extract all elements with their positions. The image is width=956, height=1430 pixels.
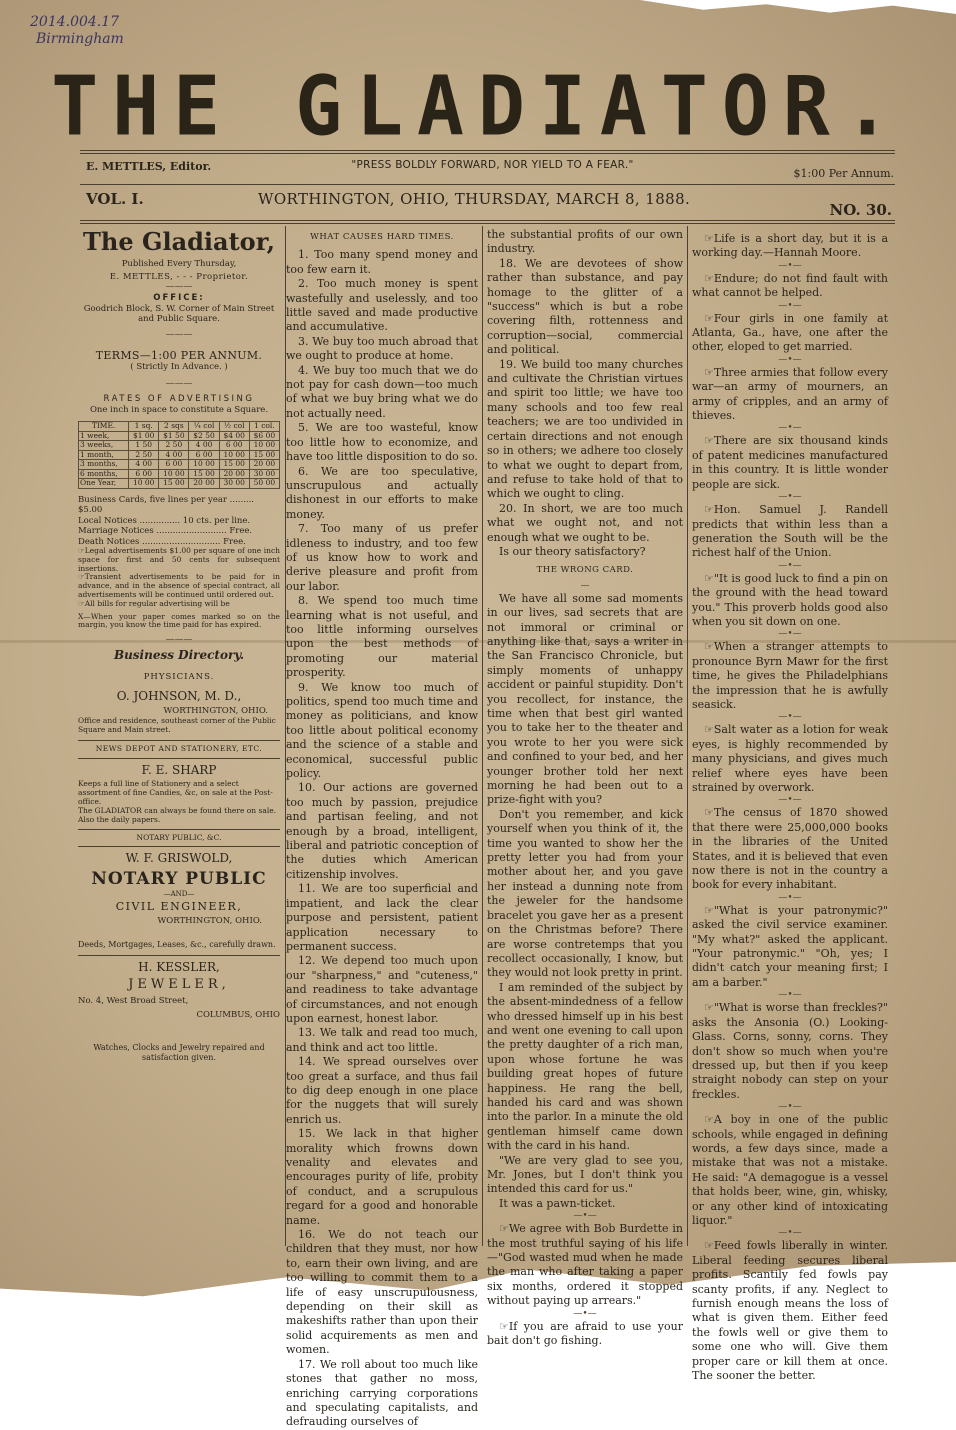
separator: —•— bbox=[778, 560, 802, 571]
table-header-cell: ½ col bbox=[219, 422, 249, 432]
article-paragraph: 20. In short, we are too much what we ought not, and not enough what we ought to be. bbox=[487, 501, 683, 544]
volume: VOL. I. bbox=[86, 190, 144, 208]
accession-number: 2014.004.17 bbox=[30, 14, 120, 30]
article-paragraph: 14. We spread ourselves over too great a surface, and thus fail to dig deep enough in one place for the nuggets that will surely enrich us. bbox=[286, 1055, 478, 1126]
rates-table-header bbox=[79, 422, 280, 432]
separator: ——— bbox=[165, 379, 193, 389]
table-cell: 1 month, bbox=[79, 450, 129, 460]
table-cell: 2 50 bbox=[129, 450, 159, 460]
table-cell: 6 00 bbox=[219, 441, 249, 451]
watches-line: Watches, Clocks and Jewelry repaired and satisfaction given. bbox=[93, 1042, 265, 1062]
separator: —•— bbox=[778, 629, 802, 640]
table-cell: 10 00 bbox=[189, 460, 219, 470]
business-directory-heading: Business Directory. bbox=[113, 648, 245, 663]
brevity-item: ☞When a stranger attempts to pronounce Byrn Mawr for the first time, he gives the Philadelphians the impression that he is awfully seasick. bbox=[692, 640, 888, 711]
table-row bbox=[79, 460, 280, 470]
article-paragraph: Is our theory satisfactory? bbox=[499, 544, 646, 558]
article-paragraph: 8. We spend too much time learning what is not useful, and too little informing ourselves upon the best methods of promoting our material prosperity. bbox=[286, 594, 478, 680]
separator: —•— bbox=[778, 423, 802, 434]
table-cell: 4 00 bbox=[129, 460, 159, 470]
brevity-item: ☞The census of 1870 showed that there were 25,000,000 books in the libraries of the United States, and it is believed that even now there is not in the country a book for every inhabitant. bbox=[692, 806, 888, 892]
table-cell: 20 00 bbox=[189, 479, 219, 489]
wrong-card-heading: THE WRONG CARD. bbox=[536, 565, 634, 576]
brevity-item: ☞"What is your patronymic?" asked the civil service examiner. "My what?" asked the applicant. "Your patronymic." "Oh, yes; I didn't catch your meaning first; I am a barber." bbox=[692, 903, 888, 989]
table-header-cell: TIME. bbox=[79, 422, 129, 432]
rate-line: Business Cards, five lines per year ......... $5.00 bbox=[78, 494, 255, 515]
brevity-item: ☞Salt water as a lotion for weak eyes, is highly recommended by many physicians, and gives much relief where eyes have been strained by overwork. bbox=[692, 723, 888, 794]
rate-line: Local Notices ............... 10 cts. per line. bbox=[78, 515, 251, 526]
brevity-item: ☞Three armies that follow every war—an army of mourners, an army of cripples, and an army of thieves. bbox=[692, 365, 888, 423]
column-3 bbox=[487, 228, 683, 1348]
article-paragraph: 2. Too much money is spent wastefully and uselessly, and too little saved and made productive and accumulative. bbox=[286, 277, 478, 334]
table-cell: 10 00 bbox=[129, 479, 159, 489]
hard-times-heading: WHAT CAUSES HARD TIMES. bbox=[310, 232, 454, 242]
article-paragraph: 11. We are too superficial and impatient, and lack the clear purpose and persistent, patient application necessary to permanent success. bbox=[286, 882, 478, 953]
divider bbox=[78, 758, 280, 759]
table-cell: 2 50 bbox=[159, 441, 189, 451]
table-cell: 4 00 bbox=[159, 450, 189, 460]
griswold-name: W. F. GRISWOLD, bbox=[125, 851, 233, 866]
separator: ——— bbox=[165, 329, 193, 340]
article-paragraph: 15. We lack in that higher morality which frowns down venality and elevates and encourages purity of life, probity of conduct, and a scrupulous regard for a good and honorable name. bbox=[286, 1127, 478, 1227]
brevity-item: ☞Four girls in one family at Atlanta, Ga., have, one after the other, eloped to get married. bbox=[692, 311, 888, 354]
brevity-item: ☞There are six thousand kinds of patent medicines manufactured in this country. It is little wonder people are sick. bbox=[692, 434, 888, 491]
separator: ——— bbox=[165, 635, 193, 646]
paper-title: The Gladiator, bbox=[83, 227, 275, 256]
masthead-title: THE GLADIATOR. bbox=[51, 59, 905, 155]
table-cell: One Year, bbox=[79, 479, 129, 489]
motto: "PRESS BOLDLY FORWARD, NOR YIELD TO A FEAR." bbox=[351, 159, 634, 171]
table-cell: 1 50 bbox=[129, 441, 159, 451]
brevity-item: ☞Life is a short day, but it is a working day.—Hannah Moore. bbox=[692, 232, 888, 260]
legal-notice: ☞Legal advertisements $1.00 per square of one inch space for first and 50 cents for subsequent insertions. bbox=[78, 546, 280, 573]
article-paragraph: Don't you remember, and kick yourself when you think of it, the time you wanted to show her the pretty letter you had from your mother about her, and you gave her instead a dunning note from the jeweler for the handsome bracelet you gave her as a present on the Christmas before? There are worse contretemps that you recollect occasionally, I know, but they would not look pretty in print. bbox=[487, 807, 683, 980]
terms-note: ( Strictly In Advance. ) bbox=[130, 361, 228, 372]
article-paragraph: 17. We roll about too much like stones that gather no moss, enriching carrying corporations and speculating capitalists, and defrauding ourselves of bbox=[286, 1357, 478, 1429]
separator: —•— bbox=[778, 300, 802, 311]
column-2 bbox=[286, 228, 478, 1430]
griswold-town: WORTHINGTON, OHIO. bbox=[157, 915, 262, 926]
johnson-town: WORTHINGTON, OHIO. bbox=[163, 705, 268, 716]
separator: —•— bbox=[778, 990, 802, 1001]
separator: ——— bbox=[165, 282, 193, 292]
rates-note: One inch in space to constitute a Square. bbox=[89, 404, 269, 415]
separator: — bbox=[580, 580, 590, 591]
rate-line: Marriage Notices .......................... Free. bbox=[78, 526, 253, 536]
rate-lines bbox=[78, 495, 280, 548]
separator: —•— bbox=[573, 1211, 597, 1222]
article-paragraph: 7. Too many of us prefer idleness to industry, and too few of us know how to work and derive pleasure and profit from our labor. bbox=[286, 522, 478, 593]
sharp-name: F. E. SHARP bbox=[141, 762, 217, 777]
table-cell: 20 00 bbox=[249, 460, 279, 470]
brevity-item: ☞"It is good luck to find a pin on the ground with the head toward you." This proverb holds good also when you sit down on one. bbox=[692, 571, 888, 628]
separator: —•— bbox=[778, 1102, 802, 1113]
article-paragraph: We have all some sad moments in our lives, sad secrets that are not immoral or criminal or anything like that, says a writer in the San Francisco Chronicle, but simply moments of unhappy accident or painful stupidity. Don't you recollect, for instance, the time when that best girl wanted you to take her to the theater and you wrote to her you were sick and confined to your bed, and her younger brother told her next morning he had been out to a prize-fight with you? bbox=[487, 591, 683, 807]
sharp-text: Keeps a full line of Stationery and a select assortment of fine Candies, &c, on sale at the Post-office. bbox=[78, 778, 273, 806]
article-paragraph: I am reminded of the subject by the absent-mindedness of a fellow who dressed himself up in his best and went one evening to call upon the pretty daughter of a rich man, upon whose fortune he was building great hopes of future happiness. He rang the bell, handed his card and was shown into the parlor. In a minute the old gentleman himself came down with the card in his hand. bbox=[487, 980, 683, 1153]
column-1 bbox=[78, 228, 280, 1063]
article-paragraph: "We are very glad to see you, Mr. Jones, but I don't think you intended this card for us." bbox=[487, 1153, 683, 1196]
proprietor-line: E. METTLES, - - - Proprietor. bbox=[109, 271, 249, 282]
article-paragraph: 6. We are too speculative, unscrupulous and actually dishonest in our efforts to make money. bbox=[286, 464, 478, 521]
table-cell: 6 00 bbox=[189, 450, 219, 460]
table-cell: $6 00 bbox=[249, 431, 279, 441]
table-cell: $4 00 bbox=[219, 431, 249, 441]
table-cell: 50 00 bbox=[249, 479, 279, 489]
accession-place: Birmingham bbox=[36, 31, 124, 47]
news-depot-heading: NEWS DEPOT AND STATIONERY, ETC. bbox=[95, 744, 263, 754]
table-cell: 6 00 bbox=[129, 469, 159, 479]
expiry-notice: X—When your paper comes marked so on the margin, you know the time paid for has expired. bbox=[78, 611, 280, 630]
table-cell: $1 50 bbox=[159, 431, 189, 441]
editor-line: E. METTLES, Editor. bbox=[86, 160, 212, 173]
separator: —•— bbox=[778, 260, 802, 271]
notary-heading: NOTARY PUBLIC, &C. bbox=[136, 832, 222, 842]
deeds-line: Deeds, Mortgages, Leases, &c., carefully drawn. bbox=[78, 940, 276, 950]
table-cell: 3 months, bbox=[79, 460, 129, 470]
article-paragraph: 1. Too many spend money and too few earn it. bbox=[286, 248, 478, 276]
johnson-name: O. JOHNSON, M. D., bbox=[116, 688, 242, 703]
article-paragraph: 13. We talk and read too much, and think and act too little. bbox=[286, 1026, 478, 1054]
sharp-text-2: The GLADIATOR can always be found there on sale. Also the daily papers. bbox=[78, 805, 277, 824]
torn-top-right bbox=[640, 0, 956, 14]
jeweler: JEWELER, bbox=[128, 976, 230, 992]
civil-engineer: CIVIL ENGINEER, bbox=[115, 899, 243, 913]
brevity-item: ☞Hon. Samuel J. Randell predicts that within less than a generation the South will be the richest half of the Union. bbox=[692, 503, 888, 560]
brevity-item: ☞A boy in one of the public schools, while engaged in defining words, a few days since, made a mistake that was not a mistake. He said: "A demagogue is a vessel that holds beer, wine, gin, whisky, or any other kind of intoxicating liquor." bbox=[692, 1113, 888, 1227]
fishing-item: ☞If you are afraid to use your bait don't go fishing. bbox=[487, 1319, 683, 1348]
handwritten-accession bbox=[30, 14, 124, 48]
article-paragraph: 12. We depend too much upon our "sharpness," and "cuteness," and readiness to take advantage of circumstances, and not enough upon earnest, honest labor. bbox=[286, 954, 478, 1025]
article-paragraph: It was a pawn-ticket. bbox=[499, 1196, 616, 1210]
notary-public: NOTARY PUBLIC bbox=[91, 869, 267, 890]
table-cell: $1 00 bbox=[129, 431, 159, 441]
table-header-cell: 1 col. bbox=[249, 422, 279, 432]
table-cell: 30 00 bbox=[249, 469, 279, 479]
table-header-cell: 1 sq. bbox=[129, 422, 159, 432]
table-header-cell: ¼ col bbox=[189, 422, 219, 432]
kessler-address: No. 4, West Broad Street, bbox=[78, 995, 189, 1006]
table-cell: 15 00 bbox=[219, 460, 249, 470]
table-cell: $2 50 bbox=[189, 431, 219, 441]
table-cell: 1 week, bbox=[79, 431, 129, 441]
column-rule-3 bbox=[687, 226, 688, 1246]
article-paragraph: the substantial profits of our own industry. bbox=[487, 228, 683, 256]
issue-number: NO. 30. bbox=[829, 201, 892, 219]
article-paragraph: 9. We know too much of politics, spend too much time and money as politicians, and know too little about political economy and the science of a stable and economical, successful public policy. bbox=[286, 680, 478, 781]
article-paragraph: 18. We are devotees of show rather than substance, and pay homage to the glitter of a "success" which is but a robe covering filth, rottenness and corruption—social, commercial and political. bbox=[487, 256, 683, 357]
dateline: WORTHINGTON, OHIO, THURSDAY, MARCH 8, 1888. bbox=[258, 190, 691, 208]
and-line: —AND— bbox=[163, 890, 195, 899]
table-cell: 30 00 bbox=[219, 479, 249, 489]
price-line: $1:00 Per Annum. bbox=[793, 167, 894, 180]
table-header-cell: 2 sqs bbox=[159, 422, 189, 432]
table-cell: 15 00 bbox=[249, 450, 279, 460]
kessler-town: COLUMBUS, OHIO bbox=[196, 1010, 280, 1021]
article-paragraph: 16. We do not teach our children that they must, nor how to, earn their own living, and are too willing to commit them to a life of easy unscrupulousness, depending on their skill as makeshifts rather than upon their solid acquirements as men and women. bbox=[286, 1228, 478, 1357]
separator: —•— bbox=[778, 795, 802, 806]
kessler-name: H. KESSLER, bbox=[138, 959, 220, 974]
table-cell: 20 00 bbox=[219, 469, 249, 479]
bills-notice: ☞All bills for regular advertising will be bbox=[78, 598, 230, 608]
masthead-rule bbox=[80, 150, 895, 154]
divider bbox=[78, 955, 280, 956]
table-row bbox=[79, 479, 280, 489]
article-paragraph: 3. We buy too much abroad that we ought to produce at home. bbox=[286, 334, 478, 363]
table-cell: 15 00 bbox=[189, 469, 219, 479]
brevity-item: ☞Feed fowls liberally in winter. Liberal feeding secures liberal profits. Scantily fed fowls pay scanty profits, if any. Neglect to furnish enough means the loss of what is given them. Either feed the fowls well or give them to some one who will. Give them proper care or kill them at once. The sooner the better. bbox=[692, 1239, 888, 1383]
column-4 bbox=[692, 232, 888, 1383]
separator: —•— bbox=[573, 1308, 597, 1319]
brevity-item: ☞"What is worse than freckles?" asks the Ansonia (O.) Looking-Glass. Corns, sonny, corns. They don't show so much when you're dressed up, but then if you keep straight nobody can step on your freckles. bbox=[692, 1001, 888, 1101]
dateline-rule bbox=[80, 220, 895, 224]
column-rule-2 bbox=[482, 226, 483, 1246]
separator: —•— bbox=[778, 1228, 802, 1239]
divider bbox=[78, 846, 280, 847]
table-cell: 15 00 bbox=[159, 479, 189, 489]
table-cell: 6 00 bbox=[159, 460, 189, 470]
transient-notice: ☞Transient advertisements to be paid for in advance, and in the absence of special contract, all advertisements will be continued until ordered out. bbox=[78, 572, 280, 599]
article-paragraph: 5. We are too wasteful, know too little how to economize, and have too little disposition to do so. bbox=[286, 421, 478, 464]
separator: —•— bbox=[778, 492, 802, 503]
terms-heading: TERMS—1:00 PER ANNUM. bbox=[95, 348, 263, 362]
table-row bbox=[79, 441, 280, 451]
table-cell: 6 months, bbox=[79, 469, 129, 479]
rates-heading: RATES OF ADVERTISING bbox=[103, 394, 255, 404]
table-cell: 4 00 bbox=[189, 441, 219, 451]
office-heading: OFFICE: bbox=[153, 293, 205, 303]
johnson-office: Office and residence, southeast corner of the Public Square and Main street. bbox=[78, 716, 276, 735]
table-cell: 10 00 bbox=[219, 450, 249, 460]
office-address: Goodrich Block, S. W. Corner of Main Street and Public Square. bbox=[83, 303, 275, 324]
separator: —•— bbox=[778, 354, 802, 365]
ad-notices bbox=[78, 547, 280, 630]
table-cell: 3 weeks, bbox=[79, 441, 129, 451]
table-cell: 10 00 bbox=[249, 441, 279, 451]
divider bbox=[78, 740, 280, 741]
table-cell: 10 00 bbox=[159, 469, 189, 479]
separator: —•— bbox=[778, 892, 802, 903]
header-rule bbox=[80, 184, 895, 185]
burdette-item: ☞We agree with Bob Burdette in the most truthful saying of his life—"God wasted mud when he made the man who after taking a paper six months, ordered it stopped without paying up arrears." bbox=[487, 1222, 683, 1308]
physicians-heading: PHYSICIANS. bbox=[143, 672, 215, 683]
published-line: Published Every Thursday, bbox=[121, 259, 237, 269]
rate-line: Death Notices ............................. Free. bbox=[78, 536, 246, 547]
divider bbox=[78, 829, 280, 830]
article-paragraph: 10. Our actions are governed too much by passion, prejudice and partisan feeling, and not enough by a broad, intelligent, liberal and patriotic conception of the duties which American citizenship involves. bbox=[286, 781, 478, 881]
separator: —•— bbox=[778, 712, 802, 723]
brevity-item: ☞Endure; do not find fault with what cannot be helped. bbox=[692, 271, 888, 300]
article-paragraph: 19. We build too many churches and cultivate the Christian virtues and spirit too little; we have too many schools and too few real teachers; we are too undivided in certain directions and not enough so in others; we adhere too closely to what we ought to depart from, and refuse to take hold of that to which we ought to cling. bbox=[487, 357, 683, 501]
rates-table bbox=[78, 421, 280, 489]
article-paragraph: 4. We buy too much that we do not pay for cash down—too much of what we buy bring what we do not actually need. bbox=[286, 363, 478, 420]
